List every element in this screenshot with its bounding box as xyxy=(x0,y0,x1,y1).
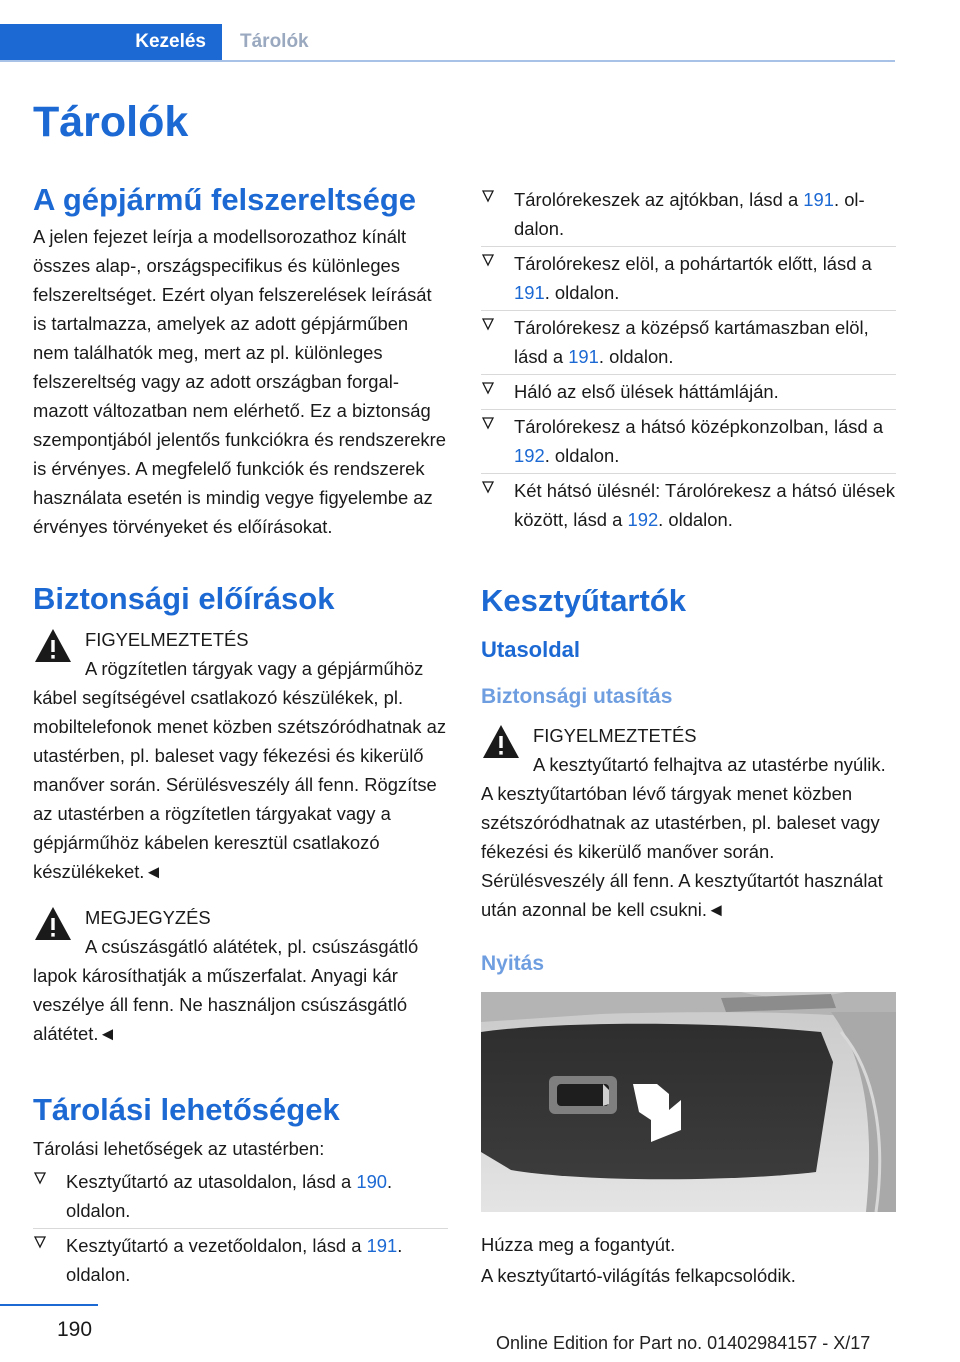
section-heading-gloveboxes: Kesztyűtartók xyxy=(481,583,686,618)
tab-tarolok[interactable]: Tárolók xyxy=(240,31,309,52)
list-item: Tárolórekesz a hátsó középkonzolban, lásd a 192. oldalon. xyxy=(481,409,896,473)
right-column xyxy=(481,183,896,1290)
section-heading-equipment: A gépjármű felszereltsége xyxy=(33,182,417,217)
footer-divider xyxy=(0,1304,98,1306)
section-heading-safety: Biztonsági előírások xyxy=(33,581,335,616)
list-item: Kesztyűtartó a vezetőoldalon, lásd a 191. oldalon. xyxy=(33,1228,448,1292)
triangle-bullet-icon xyxy=(33,1235,47,1249)
warning-block xyxy=(33,625,448,886)
caption-pull-handle: Húzza meg a fogantyút. xyxy=(481,1234,676,1255)
storage-list-right xyxy=(481,183,896,537)
list-item: Tárolórekesz elöl, a pohártartók előtt, lásd a 191. oldalon. xyxy=(481,246,896,310)
subheading-safety-note: Biztonsági utasítás xyxy=(481,685,673,708)
note-text: A csúszásgátló alátétek, pl. csúszásgátló lapok károsíthatják a műszerfalat. Anyagi kár veszélye áll fenn. Ne használjon csúszásgátló alátétet.◄ xyxy=(33,936,419,1044)
warning-icon xyxy=(481,723,521,761)
page-link[interactable]: 192 xyxy=(627,509,659,530)
edition-text: Online Edition for Part no. 01402984157 - X/17 xyxy=(496,1333,871,1353)
triangle-bullet-icon xyxy=(481,317,495,331)
triangle-bullet-icon xyxy=(481,480,495,494)
caption-light-on: A kesztyűtartó-világítás felkapcsolódik. xyxy=(481,1265,796,1286)
note-block xyxy=(33,903,448,1048)
storage-list-left xyxy=(33,1165,448,1292)
storage-intro: Tárolási lehetőségek az utastérben: xyxy=(33,1138,325,1159)
note-title: MEGJEGYZÉS xyxy=(85,907,211,928)
page-link[interactable]: 192 xyxy=(514,445,545,466)
list-item: Kesztyűtartó az utasoldalon, lásd a 190. oldalon. xyxy=(33,1165,448,1228)
glovebox-illustration xyxy=(481,992,896,1212)
glovebox-photo xyxy=(481,992,896,1212)
warning-text: A kesztyűtartó felhajtva az utastérbe nyúlik. A kesztyűtartóban lévő tárgyak menet közben szétszóródhatnak az utastérben, pl. baleset vagy fékezési és kikerülő manőver során. Sérülésveszély áll fenn. A kesztyűtartót használat után azonnal be kell csukni.◄ xyxy=(481,754,886,920)
warning-text: A rögzítetlen tárgyak vagy a gépjárműhöz kábel segítségével csatlakozó készülékek, pl. mobiltelefonok menet közben szétszóródhatnak az utastérben, pl. baleset vagy fékezési és kikerülő manőver során. Sérülésveszély áll fenn. Rögzítse az utastérben a rögzítetlen tárgyakat vagy a gépjárműhöz kábelen keresztül csatlakozó készülékeket.◄ xyxy=(33,658,447,882)
triangle-bullet-icon xyxy=(481,416,495,430)
header-tabbar xyxy=(0,24,895,62)
list-item: Háló az első ülések háttámláján. xyxy=(481,374,896,409)
page-link[interactable]: 191 xyxy=(803,189,834,210)
tab-kezeles[interactable]: Kezelés xyxy=(0,24,222,60)
triangle-bullet-icon xyxy=(481,381,495,395)
list-item: Tárolórekeszek az ajtókban, lásd a 191. oldalon. xyxy=(481,183,896,246)
page-link[interactable]: 191 xyxy=(514,282,545,303)
page-title: Tárolók xyxy=(33,98,189,146)
list-item: Tárolórekesz a középső kartámaszban elöl, lásd a 191. oldalon. xyxy=(481,310,896,374)
warning-title: FIGYELMEZTETÉS xyxy=(533,725,697,746)
header-divider xyxy=(0,60,895,62)
warning-icon xyxy=(33,905,73,943)
equipment-paragraph: A jelen fejezet leírja a modellsorozathoz kínált összes alap-, országspecifikus és különleges felszereltséget. Ezért olyan felszerelések leírását is tartalmazza, amelyek az adott gépjárműben nem találhatók meg, mert az pl. különleges felszereltség vagy az adott országban forgalmazott változatban nem elérhető. Ez a biztonság szempontjából jelentős funkciókra és rendszerekre is érvényes. A megfelelő funkciók és rendszerek használata esetén is mindig vegye figyelembe az érvényes törvényeket és előírásokat. xyxy=(33,226,446,537)
triangle-bullet-icon xyxy=(481,189,495,203)
list-item: Két hátsó ülésnél: Tárolórekesz a hátsó ülések között, lásd a 192. oldalon. xyxy=(481,473,896,537)
triangle-bullet-icon xyxy=(481,253,495,267)
warning-icon xyxy=(33,627,73,665)
page-link[interactable]: 190 xyxy=(356,1171,388,1192)
subheading-passenger-side: Utasoldal xyxy=(481,637,581,662)
subheading-opening: Nyitás xyxy=(481,952,545,975)
triangle-bullet-icon xyxy=(33,1171,47,1185)
page-link[interactable]: 191 xyxy=(366,1235,398,1256)
warning-title: FIGYELMEZTETÉS xyxy=(85,629,249,650)
glovebox-warning-block xyxy=(481,721,896,924)
page-link[interactable]: 191 xyxy=(568,346,599,367)
left-column xyxy=(33,180,448,1292)
page-number: 190 xyxy=(57,1318,93,1341)
section-heading-storage: Tárolási lehetőségek xyxy=(33,1092,340,1127)
